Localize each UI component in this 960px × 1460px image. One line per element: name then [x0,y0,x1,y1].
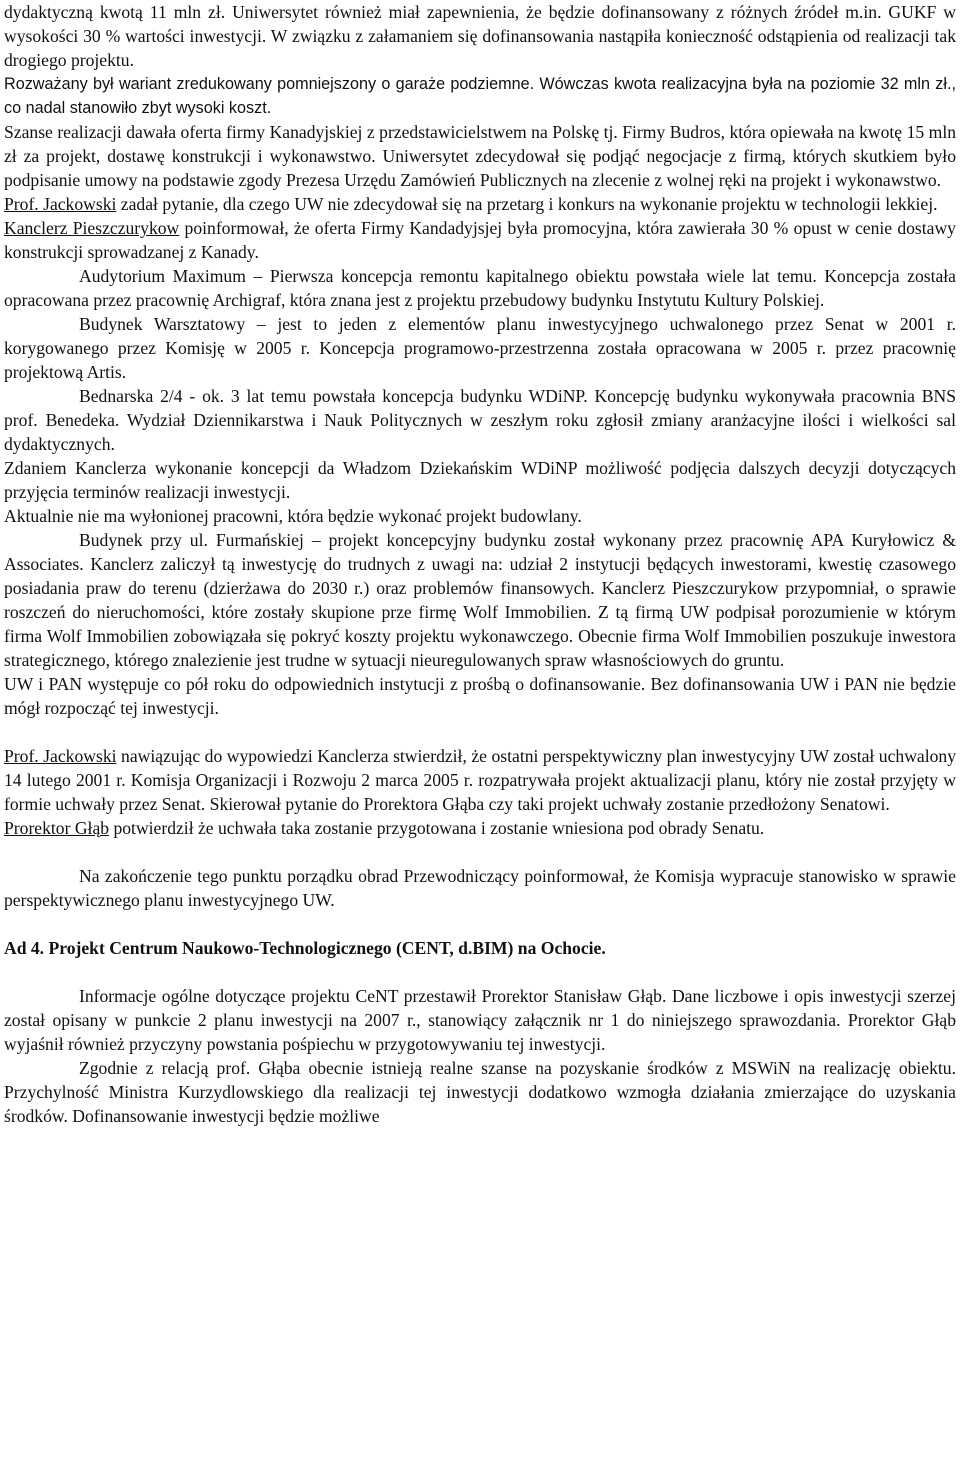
section-heading: Ad 4. Projekt Centrum Naukowo-Technologicznego (CENT, d.BIM) na Ochocie. [4,938,606,958]
spacer [4,912,956,936]
paragraph-cent-funding: Zgodnie z relacją prof. Głąba obecnie istnieją realne szanse na pozyskanie środków z MSWiN na realizację obiektu. Przychylność Ministra Kurzydlowskiego dla realizacji tej inwestycji dodatkowo wzmogła działania zmierzające do uzyskania środków. Dofinansowanie inwestycji będzie możliwe [4,1058,956,1126]
spacer [4,720,956,744]
document-page [4,0,956,1128]
paragraph-cent-info: Informacje ogólne dotyczące projektu CeNT przestawił Prorektor Stanisław Głąb. Dane liczbowe i opis inwestycji szerzej został opisany w punkcie 2 planu inwestycji na 2007 r., stanowiący załącznik nr 1 do niniejszego sprawozdania. Prorektor Głąb wyjaśnił również przyczyny powstania pośpiechu w przygotowywaniu tej inwestycji. [4,986,956,1054]
paragraph-furmanska: Budynek przy ul. Furmańskiej – projekt koncepcyjny budynku został wykonany przez pracownię APA Kuryłowicz & Associates. Kanclerz zaliczył tą inwestycję do trudnych z uwagi na: udział 2 instytucji będących inwestorami, kwestię czasowego posiadania praw do terenu (dzierżawa do 2030 r.) oraz problemów finansowych. Kanclerz Pieszczurykow przypomniał, o sprawie roszczeń do nieruchomości, które zostały skupione prze firmę Wolf Immobilien. Z tą firmą UW podpisał porozumienie w którym firma Wolf Immobilien zobowiązała się pokryć koszty projektu wykonawczego. Obecnie firma Wolf Immobilien poszukuje inwestora strategicznego, którego znalezienie jest trudne w sytuacji nieuregulowanych spraw własnościowych do gruntu. [4,530,956,670]
paragraph-budynek-warsztatowy: Budynek Warsztatowy – jest to jeden z elementów planu inwestycyjnego uchwalonego przez Senat w 2001 r. korygowanego przez Komisję w 2005 r. Koncepcja programowo-przestrzenna została opracowana w 2005 r. przez pracownię projektową Artis. [4,314,956,382]
speaker-name: Prof. Jackowski [4,194,117,214]
paragraph-kanclerz-opinion: Zdaniem Kanclerza wykonanie koncepcji da Władzom Dziekańskim WDiNP możliwość podjęcia dalszych decyzji dotyczących przyjęcia terminów realizacji inwestycji. [4,458,956,502]
spacer [4,960,956,984]
paragraph-funding: dydaktyczną kwotą 11 mln zł. Uniwersytet również miał zapewnienia, że będzie dofinansowany z różnych źródeł m.in. GUKF w wysokości 30 % wartości inwestycji. W związku z załamaniem się dofinansowania nastąpiła konieczność odstąpienia od realizacji tak drogiego projektu. [4,2,956,70]
paragraph-bednarska: Bednarska 2/4 - ok. 3 lat temu powstała koncepcja budynku WDiNP. Koncepcję budynku wykonywała pracownia BNS prof. Benedeka. Wydział Dziennikarstwa i Nauk Politycznych w zeszłym roku zgłosił zmiany aranżacyjne ilości i wielkości sal dydaktycznych. [4,386,956,454]
paragraph-no-contractor: Aktualnie nie ma wyłonionej pracowni, która będzie wykonać projekt budowlany. [4,506,582,526]
spacer [4,840,956,864]
speaker-name: Kanclerz Pieszczurykow [4,218,180,238]
paragraph-audytorium: Audytorium Maximum – Pierwsza koncepcja remontu kapitalnego obiektu powstała wiele lat temu. Koncepcja została opracowana przez pracownię Archigraf, która znana jest z projektu przebudowy budynku Instytutu Kultury Polskiej. [4,266,956,310]
paragraph-kanclerz-answer: Kanclerz Pieszczurykow poinformował, że oferta Firmy Kandadyjsjej była promocyjna, która zawierała 30 % opust w cenie dostawy konstrukcji sprowadzanej z Kanady. [4,218,956,262]
speaker-name: Prof. Jackowski [4,746,117,766]
paragraph-uw-pan: UW i PAN występuje co pół roku do odpowiednich instytucji z prośbą o dofinansowanie. Bez dofinansowania UW i PAN nie będzie mógł rozpocząć tej inwestycji. [4,674,956,718]
paragraph-canadian-offer: Szanse realizacji dawała oferta firmy Kanadyjskiej z przedstawicielstwem na Polskę tj. Firmy Budros, która opiewała na kwotę 15 mln zł za projekt, dostawę konstrukcji i wykonawstwo. Uniwersytet zdecydował się podjąć negocjacje z firmą, których skutkiem było podpisanie umowy na podstawie zgody Prezesa Urzędu Zamówień Publicznych na zlecenie z wolnej ręki na projekt i wykonawstwo. [4,122,956,190]
paragraph-conclusion: Na zakończenie tego punktu porządku obrad Przewodniczący poinformował, że Komisja wypracuje stanowisko w sprawie perspektywicznego planu inwestycyjnego UW. [4,866,956,910]
paragraph-prorektor-confirm: Prorektor Głąb potwierdził że uchwała taka zostanie przygotowana i zostanie wniesiona pod obrady Senatu. [4,818,765,838]
speaker-name: Prorektor Głąb [4,818,110,838]
paragraph-reduced-variant: Rozważany był wariant zredukowany pomniejszony o garaże podziemne. Wówczas kwota realizacyjna była na poziomie 32 mln zł., co nadal stanowiło zbyt wysoki koszt. [4,75,956,117]
paragraph-jackowski-question: Prof. Jackowski zadał pytanie, dla czego UW nie zdecydował się na przetarg i konkurs na wykonanie projektu w technologii lekkiej. [4,194,938,214]
paragraph-jackowski-plan: Prof. Jackowski nawiązując do wypowiedzi Kanclerza stwierdził, że ostatni perspektywiczny plan inwestycyjny UW został uchwalony 14 lutego 2001 r. Komisja Organizacji i Rozwoju 2 marca 2005 r. rozpatrywała projekt aktualizacji planu, który nie został przyjęty w formie uchwały przez Senat. Skierował pytanie do Prorektora Głąba czy taki projekt uchwały zostanie przedłożony Senatowi. [4,746,956,814]
